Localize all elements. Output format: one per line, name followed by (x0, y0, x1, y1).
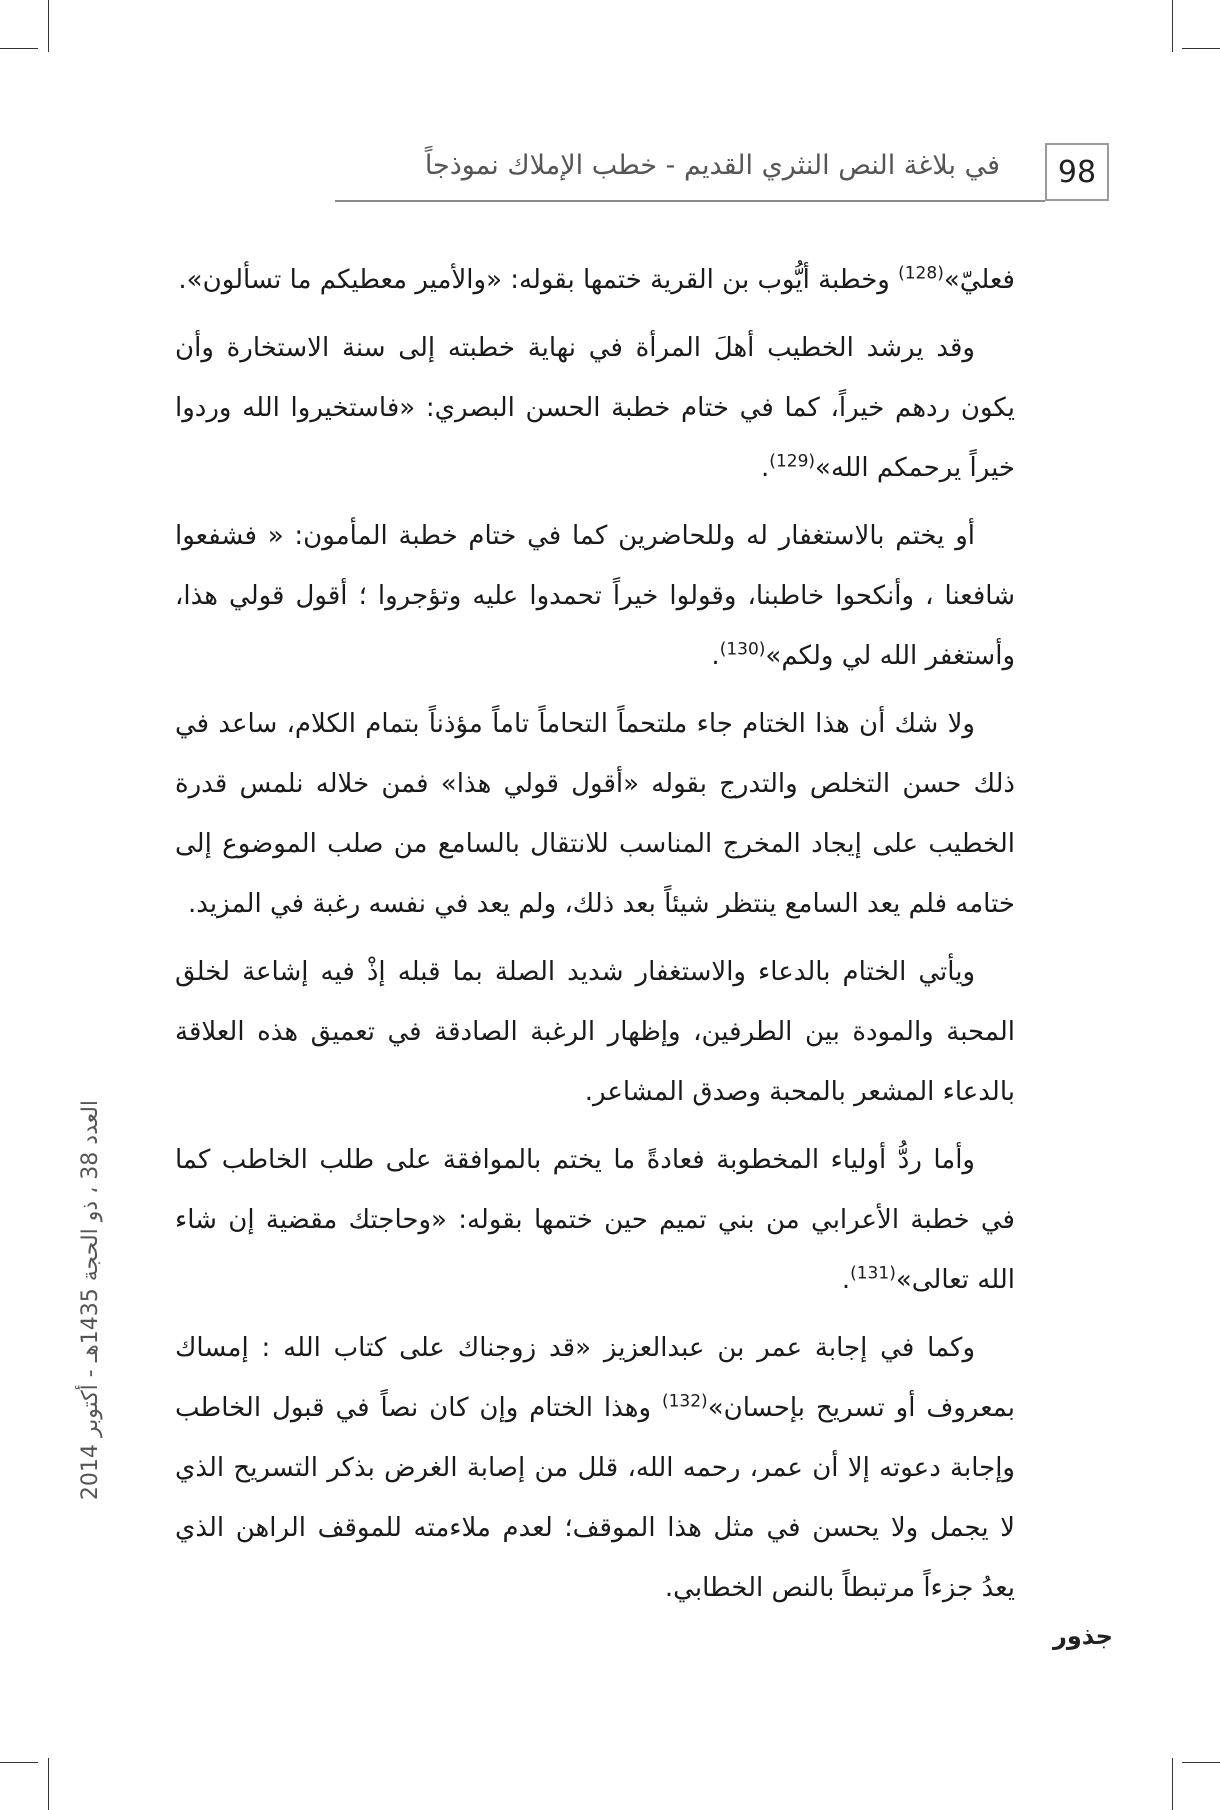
text-run: وخطبة أيُّوب بن القرية ختمها بقوله: «والأمير معطيكم ما تسألون». (178, 265, 899, 295)
paragraph (175, 318, 1015, 498)
footnote-ref: (131) (850, 1263, 896, 1284)
text-run: أو يختم بالاستغفار له وللحاضرين كما في ختام خطبة المأمون: « فشفعوا شافعنا ، وأنكحوا خاطبنا، وقولوا خيراً تحمدوا عليه وتؤجروا ؛ أقول قولي هذا، وأستغفر الله لي ولكم» (175, 521, 1015, 671)
paragraph (175, 1130, 1015, 1310)
running-title: في بلاغة النص النثري القديم - خطب الإملاك نموذجاً (424, 150, 1000, 181)
paragraph: ويأتي الختام بالدعاء والاستغفار شديد الصلة بما قبله إذْ فيه إشاعة لخلق المحبة والمودة بين الطرفين، وإظهار الرغبة الصادقة في تعميق هذه العلاقة بالدعاء المشعر بالمحبة وصدق المشاعر. (175, 957, 1015, 1107)
footnote-ref: (130) (719, 639, 766, 660)
paragraph (175, 506, 1015, 686)
paragraph (175, 1318, 1015, 1618)
paragraph (175, 250, 1015, 310)
crop-mark (1182, 48, 1220, 49)
header-rule (335, 200, 1045, 202)
text-run: وأما ردُّ أولياء المخطوبة فعادةً ما يختم بالموافقة على طلب الخاطب كما في خطبة الأعرابي من بني تميم حين ختمها بقوله: «وحاجتك مقضية إن شاء الله تعالى» (175, 1145, 1015, 1295)
footnote-ref: (132) (661, 1391, 708, 1412)
journal-logo: جذور (1053, 1622, 1113, 1650)
crop-mark (1182, 1762, 1220, 1763)
crop-mark (0, 48, 38, 49)
text-run: . (761, 453, 770, 483)
text-run: فعليّ» (943, 265, 1015, 295)
text-run: وكما في إجابة عمر بن عبدالعزيز «قد زوجناك على كتاب الله : إمساك بمعروف أو تسريح بإحسان» (175, 1333, 1015, 1423)
footnote-ref: (128) (898, 263, 944, 284)
issue-info: العدد 38 ، ذو الحجة 1435هـ - أكتوبر 2014 (78, 1099, 103, 1501)
footnote-ref: (129) (769, 451, 816, 472)
paragraph: ولا شك أن هذا الختام جاء ملتحماً التحاماً تاماً مؤذناً بتمام الكلام، ساعد في ذلك حسن التخلص والتدرج بقوله «أقول قولي هذا» فمن خلاله نلمس قدرة الخطيب على إيجاد المخرج المناسب للانتقال بالسامع من صلب الموضوع إلى ختامه فلم يعد السامع ينتظر شيئاً بعد ذلك، ولم يعد في نفسه رغبة في المزيد. (175, 709, 1015, 919)
text-run: . (711, 641, 720, 671)
crop-mark (0, 1762, 38, 1763)
crop-mark (48, 0, 49, 52)
text-run: وهذا الختام وإن كان نصاً في قبول الخاطب وإجابة دعوته إلا أن عمر، رحمه الله، قلل من إصابة الغرض بذكر التسريح الذي لا يجمل ولا يحسن في مثل هذا الموقف؛ لعدم ملاءمته للموقف الراهن الذي يعدُ جزءاً مرتبطاً بالنص الخطابي. (175, 1393, 1015, 1603)
crop-mark (1172, 1758, 1173, 1810)
article-body (175, 250, 1015, 1626)
text-run: وقد يرشد الخطيب أهلَ المرأة في نهاية خطبته إلى سنة الاستخارة وأن يكون ردهم خيراً، كما في ختام خطبة الحسن البصري: «فاستخيروا الله وردوا خيراً يرحمكم الله» (175, 333, 1015, 483)
crop-mark (1172, 0, 1173, 52)
text-run: . (841, 1265, 851, 1295)
page-number: 98 (1045, 143, 1109, 201)
crop-mark (48, 1758, 49, 1810)
